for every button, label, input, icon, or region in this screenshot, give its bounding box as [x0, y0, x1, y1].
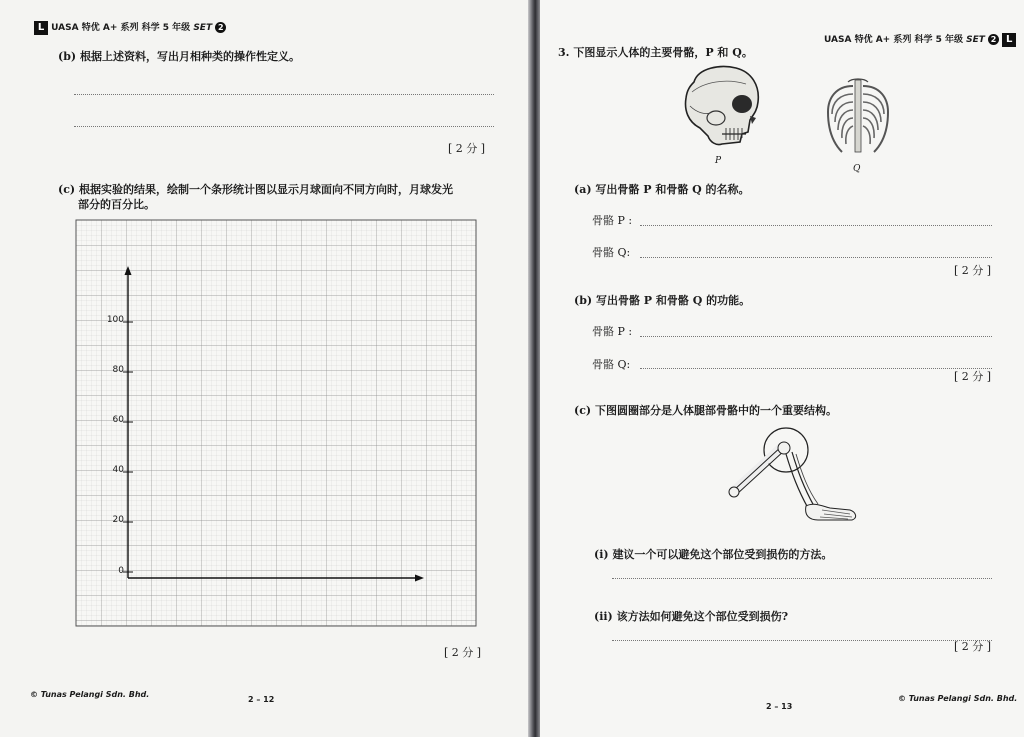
skull-illustration [676, 62, 762, 156]
page-number: 2 – 13 [766, 702, 793, 711]
part-c-i-text: 建议一个可以避免这个部位受到损伤的方法。 [612, 548, 833, 561]
publisher-footer: © Tunas Pelangi Sdn. Bhd. [898, 694, 1018, 703]
leg-bones-illustration [726, 424, 862, 528]
question-b-text: 根据上述资料，写出月相种类的操作性定义。 [79, 50, 300, 63]
subject-title: 科学 5 年级 [914, 35, 964, 45]
publisher-footer: © Tunas Pelangi Sdn. Bhd. [30, 690, 150, 699]
part-c-i [594, 546, 832, 562]
question-3-text: 下图显示人体的主要骨骼，P 和 Q。 [573, 46, 753, 59]
marks-label: [ 2 分 ] [448, 142, 486, 155]
answer-line[interactable] [612, 578, 992, 579]
book-spine [528, 0, 540, 737]
field-label-p: 骨骼 P : [592, 325, 633, 338]
marks-label: [ 2 分 ] [444, 646, 482, 659]
answer-line[interactable] [640, 368, 992, 369]
question-b-label: (b) [58, 50, 77, 63]
marks-label: [ 2 分 ] [954, 640, 992, 653]
series-title: UASA 特优 A+ 系列 [51, 23, 139, 33]
publisher-logo: L [1002, 33, 1016, 47]
marks-label: [ 2 分 ] [954, 370, 992, 383]
part-c-ii-label: (ii) [594, 610, 613, 623]
series-title: UASA 特优 A+ 系列 [824, 35, 912, 45]
part-b-text: 写出骨骼 P 和骨骼 Q 的功能。 [595, 294, 751, 307]
set-label: SET [966, 35, 985, 45]
y-tick-label: 100 [106, 315, 124, 325]
right-page [540, 0, 1024, 737]
answer-line[interactable] [640, 257, 992, 258]
part-c-i-label: (i) [594, 548, 609, 561]
part-b [574, 292, 750, 308]
set-number-badge: 2 [215, 22, 226, 33]
y-tick-label: 40 [112, 465, 124, 475]
ribcage-illustration [822, 76, 894, 162]
field-label-p: 骨骼 P : [592, 214, 633, 227]
field-label-q: 骨骼 Q: [592, 246, 631, 259]
set-label: SET [193, 23, 213, 33]
part-c-ii [594, 608, 788, 624]
answer-line[interactable] [640, 225, 992, 226]
question-3 [558, 44, 753, 60]
y-tick-label: 0 [118, 566, 124, 576]
marks-label: [ 2 分 ] [954, 264, 992, 277]
part-a-text: 写出骨骼 P 和骨骼 Q 的名称。 [595, 183, 750, 196]
y-tick-label: 20 [112, 515, 124, 525]
part-a [574, 181, 750, 197]
part-a-label: (a) [574, 183, 592, 196]
right-header [824, 32, 1016, 47]
part-c-label: (c) [574, 404, 592, 417]
part-b-label: (b) [574, 294, 593, 307]
question-3-number: 3. [558, 46, 570, 59]
page-number: 2 – 12 [248, 695, 275, 704]
part-c [574, 402, 837, 418]
question-c-text-line2: 部分的百分比。 [78, 198, 155, 211]
question-c-label: (c) [58, 183, 76, 196]
label-p: P [715, 156, 722, 166]
y-tick-label: 80 [112, 365, 124, 375]
set-number-badge: 2 [988, 34, 999, 45]
part-c-text: 下图圆圈部分是人体腿部骨骼中的一个重要结构。 [594, 404, 837, 417]
part-c-ii-text: 该方法如何避免这个部位受到损伤? [616, 610, 789, 623]
subject-title: 科学 5 年级 [141, 23, 191, 33]
answer-line[interactable] [640, 336, 992, 337]
field-label-q: 骨骼 Q: [592, 358, 631, 371]
question-c-text-line1: 根据实验的结果，绘制一个条形统计图以显示月球面向不同方向时，月球发光 [78, 183, 453, 196]
label-q: Q [853, 164, 861, 174]
answer-line[interactable] [612, 640, 992, 641]
y-tick-label: 60 [112, 415, 124, 425]
publisher-logo: L [34, 21, 48, 35]
